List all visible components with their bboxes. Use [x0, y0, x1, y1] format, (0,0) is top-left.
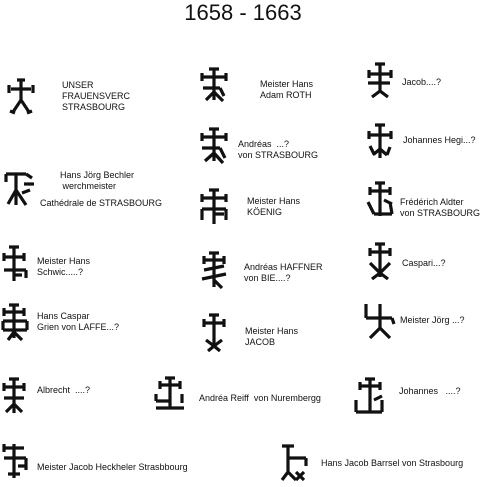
- mason-mark-frederich-aldter: [362, 180, 398, 220]
- mark-label: Meister Hans KÖENIG: [247, 196, 301, 217]
- mason-mark-caspari: [362, 241, 398, 281]
- mark-label: Cathédrale de STRASBOURG: [40, 198, 163, 208]
- mark-label: Jacob....?: [402, 77, 442, 87]
- page-title: 1658 - 1663: [184, 0, 302, 25]
- mark-label: Frédérich Aldter von STRASBOURG: [400, 197, 481, 218]
- mark-label: Albrecht ....?: [37, 385, 91, 395]
- mason-mark-jacob-heckheler: [0, 440, 36, 480]
- mason-mark-jacob: [362, 61, 398, 101]
- mason-mark-hans-adam-roth: [196, 66, 232, 106]
- mark-label: Meister Hans Adam ROTH: [260, 79, 314, 100]
- mason-mark-andrea-reiff: [152, 375, 188, 415]
- mason-mark-andreas-strasbourg: [196, 126, 232, 166]
- mark-label: UNSER FRAUENSVERC STRASBOURG: [62, 80, 131, 112]
- mark-label: Hans Caspar Grien von LAFFE...?: [37, 311, 120, 332]
- mark-label: Andréa Reiff von Nurembergg: [199, 393, 321, 403]
- mason-mark-hans-jacob-barrsel: [278, 442, 314, 482]
- mason-mark-hans-jorg-bechler: [0, 168, 36, 208]
- mark-label: Hans Jörg Bechler werchmeister: [60, 170, 135, 191]
- mason-mark-albrecht: [0, 376, 36, 416]
- mason-mark-hans-jacob: [196, 312, 232, 352]
- mark-label: Andréas HAFFNER von BIE....?: [244, 262, 323, 283]
- mason-mark-andreas-haffner: [196, 250, 232, 290]
- mark-label: Hans Jacob Barrsel von Strasbourg: [321, 458, 464, 468]
- mason-mark-johannes: [352, 376, 388, 416]
- mason-mark-hans-caspar-grien: [0, 302, 36, 342]
- mason-mark-meister-jorg: [362, 300, 398, 340]
- mason-mark-unser-frauenswerk: [3, 76, 39, 116]
- mark-label: Meister Hans Schwic.....?: [37, 256, 91, 277]
- mark-label: Meister Jörg ...?: [400, 315, 465, 325]
- mark-label: Meister Jacob Heckheler Strasbbourg: [37, 462, 188, 472]
- mark-label: Caspari...?: [402, 258, 446, 268]
- mark-label: Meister Hans JACOB: [245, 326, 299, 347]
- mason-mark-johannes-hegi: [362, 122, 398, 162]
- mason-mark-hans-koenig: [196, 187, 232, 227]
- mark-label: Johannes Hegi...?: [403, 135, 476, 145]
- mason-mark-hans-schwic: [0, 244, 36, 284]
- mark-label: Johannes ....?: [399, 386, 461, 396]
- mark-label: Andréas ...? von STRASBOURG: [238, 139, 319, 160]
